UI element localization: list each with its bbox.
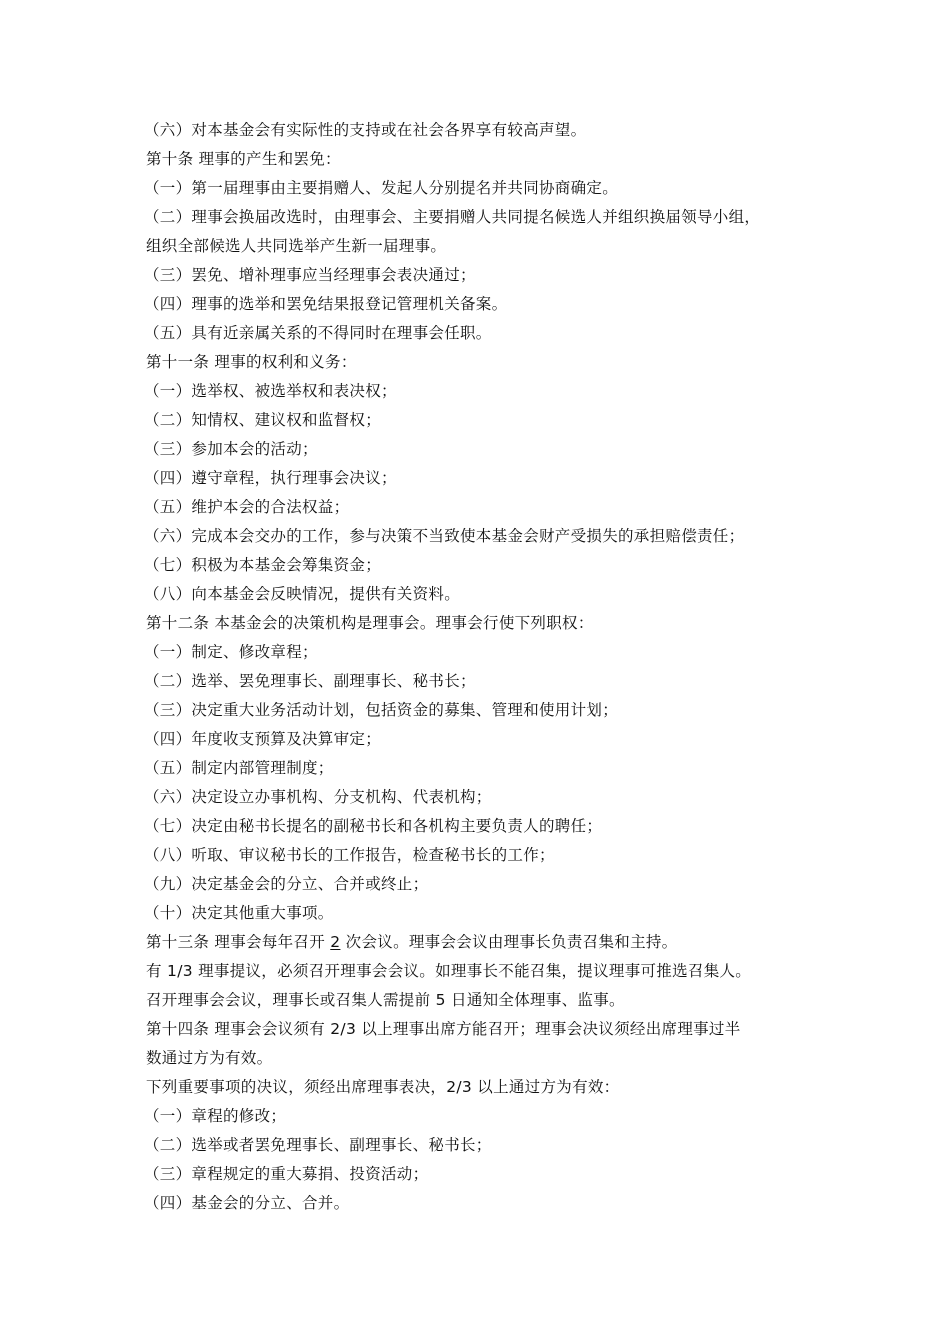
text-line: （二）选举或者罢免理事长、副理事长、秘书长； — [144, 1136, 492, 1154]
text-line: （十）决定其他重大事项。 — [144, 904, 334, 922]
text-line: （六）完成本会交办的工作，参与决策不当致使本基金会财产受损失的承担赔偿责任； — [144, 527, 745, 545]
document-page — [146, 116, 846, 1218]
text-line: 数通过方为有效。 — [146, 1049, 273, 1067]
text-line: （八）向本基金会反映情况，提供有关资料。 — [144, 585, 461, 603]
text-line: （八）听取、审议秘书长的工作报告，检查秘书长的工作； — [144, 846, 555, 864]
text-line: （一）第一届理事由主要捐赠人、发起人分别提名并共同协商确定。 — [144, 179, 619, 197]
text-line: （三）参加本会的活动； — [144, 440, 318, 458]
text-line: （三）章程规定的重大募捐、投资活动； — [144, 1165, 429, 1183]
text-line: （四）基金会的分立、合并。 — [144, 1194, 350, 1212]
text-line: （二）知情权、建议权和监督权； — [144, 411, 382, 429]
text-line: 组织全部候选人共同选举产生新一届理事。 — [146, 237, 447, 255]
article-13-before: 第十三条 理事会每年召开 — [146, 933, 331, 951]
text-line: （四）遵守章程，执行理事会决议； — [144, 469, 397, 487]
article-14-heading: 第十四条 理事会会议须有 2/3 以上理事出席方能召开；理事会决议须经出席理事过半 — [146, 1020, 741, 1038]
text-line: （二）选举、罢免理事长、副理事长、秘书长； — [144, 672, 476, 690]
text-line: 下列重要事项的决议，须经出席理事表决，2/3 以上通过方为有效： — [146, 1078, 620, 1096]
text-line: （一）章程的修改； — [144, 1107, 287, 1125]
text-line: 有 1/3 理事提议，必须召开理事会会议。如理事长不能召集，提议理事可推选召集人。 — [146, 962, 752, 980]
text-line: （五）维护本会的合法权益； — [144, 498, 350, 516]
text-line: （七）积极为本基金会筹集资金； — [144, 556, 382, 574]
text-line: （一）制定、修改章程； — [144, 643, 318, 661]
article-13-heading — [146, 928, 846, 957]
text-line: （四）年度收支预算及决算审定； — [144, 730, 382, 748]
text-line: （六）决定设立办事机构、分支机构、代表机构； — [144, 788, 492, 806]
text-line: （三）罢免、增补理事应当经理事会表决通过； — [144, 266, 476, 284]
article-11-heading: 第十一条 理事的权利和义务： — [146, 353, 357, 371]
text-line: （七）决定由秘书长提名的副秘书长和各机构主要负责人的聘任； — [144, 817, 603, 835]
text-line: （五）具有近亲属关系的不得同时在理事会任职。 — [144, 324, 492, 342]
text-line: （六）对本基金会有实际性的支持或在社会各界享有较高声望。 — [144, 121, 587, 139]
text-line: （四）理事的选举和罢免结果报登记管理机关备案。 — [144, 295, 508, 313]
text-line: （九）决定基金会的分立、合并或终止； — [144, 875, 429, 893]
text-line: 召开理事会会议，理事长或召集人需提前 5 日通知全体理事、监事。 — [146, 991, 625, 1009]
text-line: （一）选举权、被选举权和表决权； — [144, 382, 397, 400]
article-10-heading: 第十条 理事的产生和罢免： — [146, 150, 341, 168]
meeting-count: 2 — [330, 933, 341, 951]
text-line: （二）理事会换届改选时，由理事会、主要捐赠人共同提名候选人并组织换届领导小组， — [144, 208, 761, 226]
article-13-after: 次会议。理事会会议由理事长负责召集和主持。 — [340, 933, 678, 951]
text-line: （五）制定内部管理制度； — [144, 759, 334, 777]
text-line: （三）决定重大业务活动计划，包括资金的募集、管理和使用计划； — [144, 701, 619, 719]
article-12-heading: 第十二条 本基金会的决策机构是理事会。理事会行使下列职权： — [146, 614, 594, 632]
